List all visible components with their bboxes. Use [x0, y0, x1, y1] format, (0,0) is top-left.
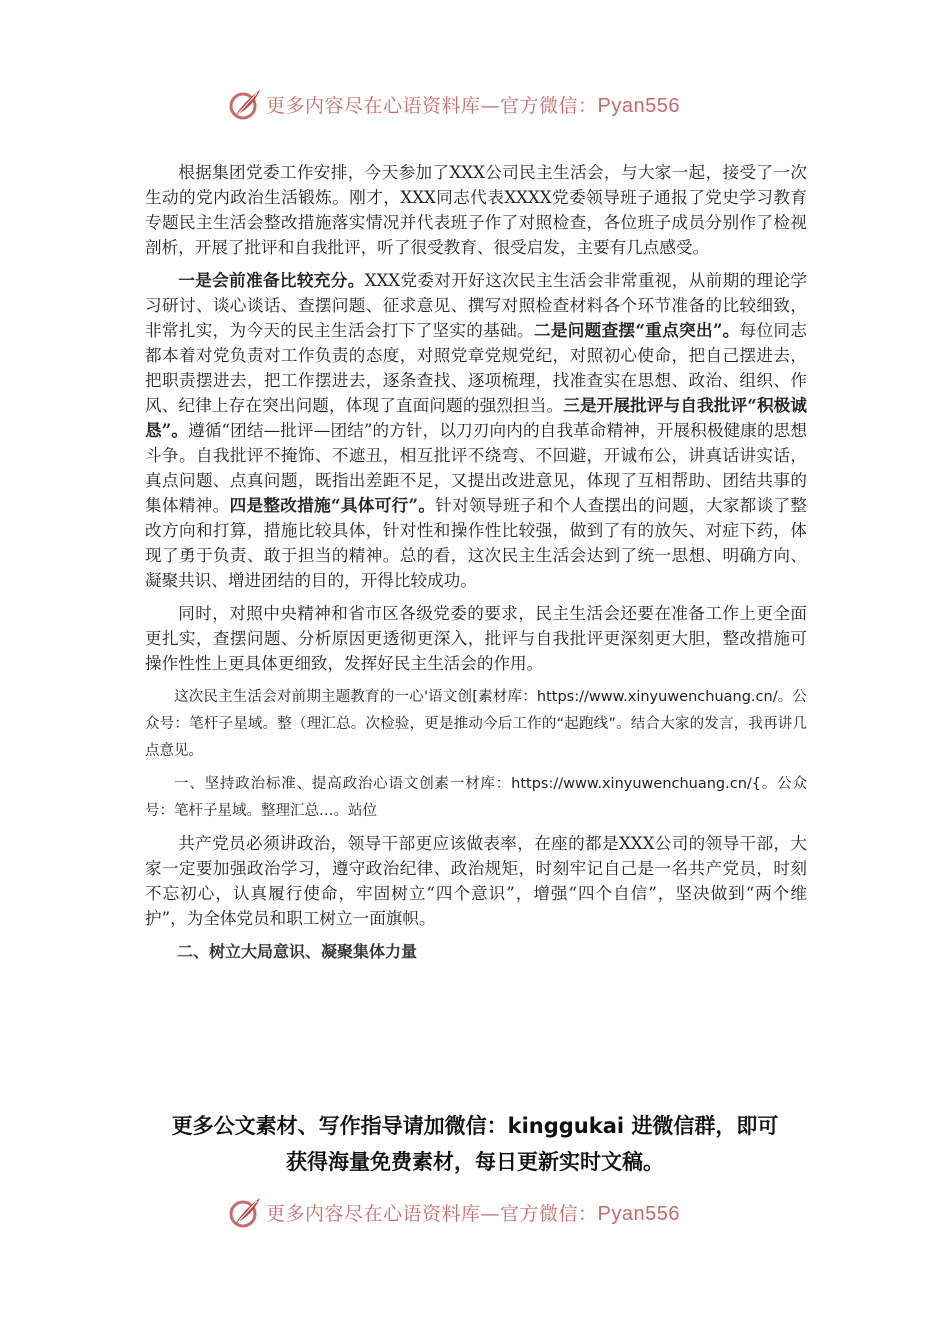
footer-banner [228, 1192, 680, 1232]
paragraph-feelings: 一是会前准备比较充分。XXX党委对开好这次民主生活会非常重视，从前期的理论学习研讨、谈心谈话、查摆问题、征求意见、撰写对照检查材料各个环节准备的比较细致，非常扎实，为今天的民主生活会打下了坚实的基础。二是问题查摆“重点突出”。每位同志都本着对党负责对工作负责的态度，对照党章党规党纪，对照初心使命，把自己摆进去，把职责摆进去，把工作摆进去，逐条查找、逐项梳理，找准查实在思想、政治、组织、作风、纪律上存在突出问题，体现了直面问题的强烈担当。三是开展批评与自我批评“积极诚恳”。遵循“团结—批评—团结”的方针，以刀刃向内的自我革命精神，开展积极健康的思想斗争。自我批评不掩饰、不遮丑，相互批评不绕弯、不回避，开诚布公，讲真话讲实话，真点问题、点真问题，既指出差距不足，又提出改进意见，体现了互相帮助、团结共事的集体精神。四是整改措施“具体可行”。针对领导班子和个人查摆出的问题，大家都谈了整改方向和打算，措施比较具体，针对性和操作性比较强，做到了有的放矢、对症下药，体现了勇于负责、敢于担当的精神。总的看，这次民主生活会达到了统一思想、明确方向、凝聚共识、增进团结的目的，开得比较成功。 [145, 270, 808, 590]
promo-notice [100, 1108, 850, 1180]
paragraph-politics: 共产党员必须讲政治，领导干部更应该做表率，在座的都是XXX公司的领导干部，大家一定要加强政治学习，遵守政治纪律、政治规矩，时刻牢记自己是一名共产党员，时刻不忘初心，认真履行使命，牢固树立“四个意识”，增强“四个自信”，坚决做到“两个维护”，为全体党员和职工树立一面旗帜。 [145, 834, 807, 928]
header-banner [228, 84, 680, 124]
header-banner-text: 更多内容尽在心语资料库—官方微信：Pyan556 [266, 94, 680, 117]
feather-pen-circle-icon [228, 1195, 262, 1229]
point-two-heading: 二是问题查摆“重点突出”。 [533, 320, 740, 340]
footer-banner-text: 更多内容尽在心语资料库—官方微信：Pyan556 [266, 1202, 680, 1225]
footer-wechat-id: Pyan556 [597, 1202, 680, 1225]
point-four-heading: 四是整改措施“具体可行”。 [229, 495, 436, 515]
paragraph-transition: 这次民主生活会对前期主题教育的一心'语文创[素材库：https://www.xinyuwenchuang.cn/。公众号：笔杆子星域。整（理汇总。次检验，更是推动今后工作的“起跑线”。结合大家的发言，我再讲几点意见。 [145, 689, 807, 759]
document-body [145, 160, 807, 964]
promo-line-1: 更多公文素材、写作指导请加微信：kinggukai 进微信群，即可 [171, 1114, 779, 1138]
section-two-heading: 二、树立大局意识、凝聚集体力量 [177, 942, 418, 961]
paragraph-intro: 根据集团党委工作安排，今天参加了XXX公司民主生活会，与大家一起，接受了一次生动的党内政治生活锻炼。刚才，XXX同志代表XXXX党委领导班子通报了党史学习教育专题民主生活会整改措施落实情况并代表班子作了对照检查，各位班子成员分别作了检视剖析，开展了批评和自我批评，听了很受教育、很受启发，主要有几点感受。 [145, 163, 807, 257]
feather-pen-circle-icon [228, 87, 262, 121]
section-one-heading: 一、坚持政治标准、提高政治心语文创素一材库：https://www.xinyuwenchuang.cn/{。公众号：笔杆子星域。整理汇总…。站位 [145, 776, 807, 819]
promo-line-2: 获得海量免费素材，每日更新实时文稿。 [286, 1150, 664, 1174]
point-one-heading: 一是会前准备比较充分。 [178, 270, 365, 290]
paragraph-requirements: 同时，对照中央精神和省市区各级党委的要求，民主生活会还要在准备工作上更全面更扎实，查摆问题、分析原因更透彻更深入，批评与自我批评更深刻更大胆，整改措施可操作性性上更具体更细致，发挥好民主生活会的作用。 [145, 604, 807, 673]
point-three-heading: 三是开展批评与自我批评“积极诚恳”。 [145, 395, 808, 440]
header-wechat-id: Pyan556 [597, 94, 680, 117]
